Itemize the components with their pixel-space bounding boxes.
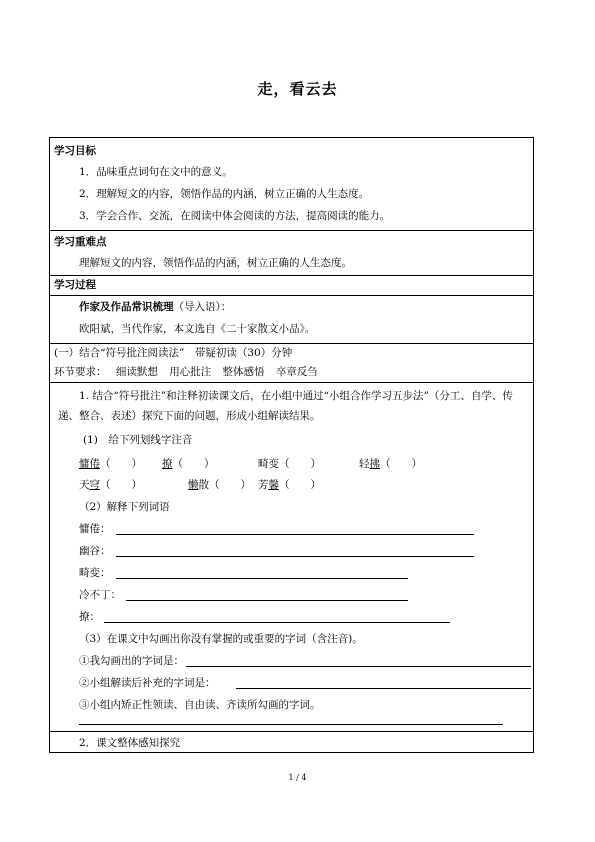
page-title: 走，看云去 <box>257 80 338 98</box>
intro-suffix: （导入语）： <box>173 301 232 313</box>
stage-title: (一）结合“符号批注阅读法” 带疑初读（30）分钟 <box>54 347 293 359</box>
pinyin-item: 轻拂（ ） <box>359 458 422 470</box>
answer-line[interactable] <box>236 688 531 689</box>
section-heading-process: 学习过程 <box>54 279 96 291</box>
stage-requirements <box>54 365 318 379</box>
pinyin-item: 天穹（ ） <box>79 479 142 491</box>
answer-line[interactable] <box>116 578 408 579</box>
pinyin-item: 慵倦（ ） <box>79 458 142 470</box>
answer-line[interactable] <box>116 534 474 535</box>
pinyin-item: 懒散（ ） <box>188 479 251 491</box>
key-points-text: 理解短文的内容，领悟作品的内涵，树立正确的人生态度。 <box>79 257 352 269</box>
intro-text: 欧阳斌，当代作家，本文选自《二十家散文小品》。 <box>79 323 316 335</box>
task1-sub2: （2）解释下列词语 <box>79 501 170 513</box>
req-label: 环节要求： <box>54 366 107 378</box>
answer-line[interactable] <box>104 622 450 623</box>
task1-sub1: (1) 给下列划线字注音 <box>83 434 193 446</box>
word-label: 冷不丁： <box>79 589 121 601</box>
task1-sub3: （3）在课文中勾画出你没有掌握的或重要的字词（含注音)。 <box>79 633 363 645</box>
word-label: 幽谷： <box>79 545 111 557</box>
intro-line <box>79 300 231 314</box>
section-heading-key-points: 学习重难点 <box>54 236 107 248</box>
answer-line[interactable] <box>126 600 408 601</box>
line-label: ②小组解读后补充的字词是： <box>79 677 216 689</box>
answer-line[interactable] <box>186 666 531 667</box>
line-label: ③小组内矫正性领读、自由读、齐读所勾画的字词。 <box>79 699 321 711</box>
row-divider <box>50 295 533 296</box>
word-label: 畸变： <box>79 567 111 579</box>
word-label: 撩： <box>79 611 100 623</box>
goal-item: 1．品味重点词句在文中的意义。 <box>79 166 233 178</box>
answer-line[interactable] <box>116 556 474 557</box>
req-item: 整体感悟 <box>222 366 265 378</box>
row-divider <box>50 230 533 231</box>
answer-line[interactable] <box>79 724 503 725</box>
worksheet-table <box>49 137 534 753</box>
pinyin-item: 芳馨（ ） <box>258 479 321 491</box>
req-item: 卒章反刍 <box>275 366 318 378</box>
row-divider <box>50 731 533 732</box>
line-label: ①我勾画出的字词是： <box>79 655 184 667</box>
page-number: 1 / 4 <box>288 773 307 782</box>
row-divider <box>50 275 533 276</box>
intro-title: 作家及作品常识梳理 <box>79 301 174 313</box>
task2-heading: 2．课文整体感知探究 <box>79 737 181 749</box>
goal-item: 2．理解短文的内容，领悟作品的内涵，树立正确的人生态度。 <box>79 188 370 200</box>
goal-item: 3．学会合作、交流，在阅读中体会阅读的方法，提高阅读的能力。 <box>79 210 391 222</box>
task1-text: 1. 结合“符号批注”和注释初读课文后，在小组中通过“小组合作学习五步法”（分工、自学、传递、整合、表述）探究下面的问题，形成小组解读结果。 <box>58 390 513 422</box>
section-heading-goals: 学习目标 <box>54 145 96 157</box>
pinyin-item: 畸变（ ） <box>258 458 321 470</box>
word-label: 慵倦： <box>79 523 111 535</box>
pinyin-item: 撩（ ） <box>162 458 215 470</box>
row-divider <box>50 382 533 383</box>
req-item: 细读默想 <box>115 366 158 378</box>
req-item: 用心批注 <box>169 366 212 378</box>
row-divider <box>50 343 533 344</box>
